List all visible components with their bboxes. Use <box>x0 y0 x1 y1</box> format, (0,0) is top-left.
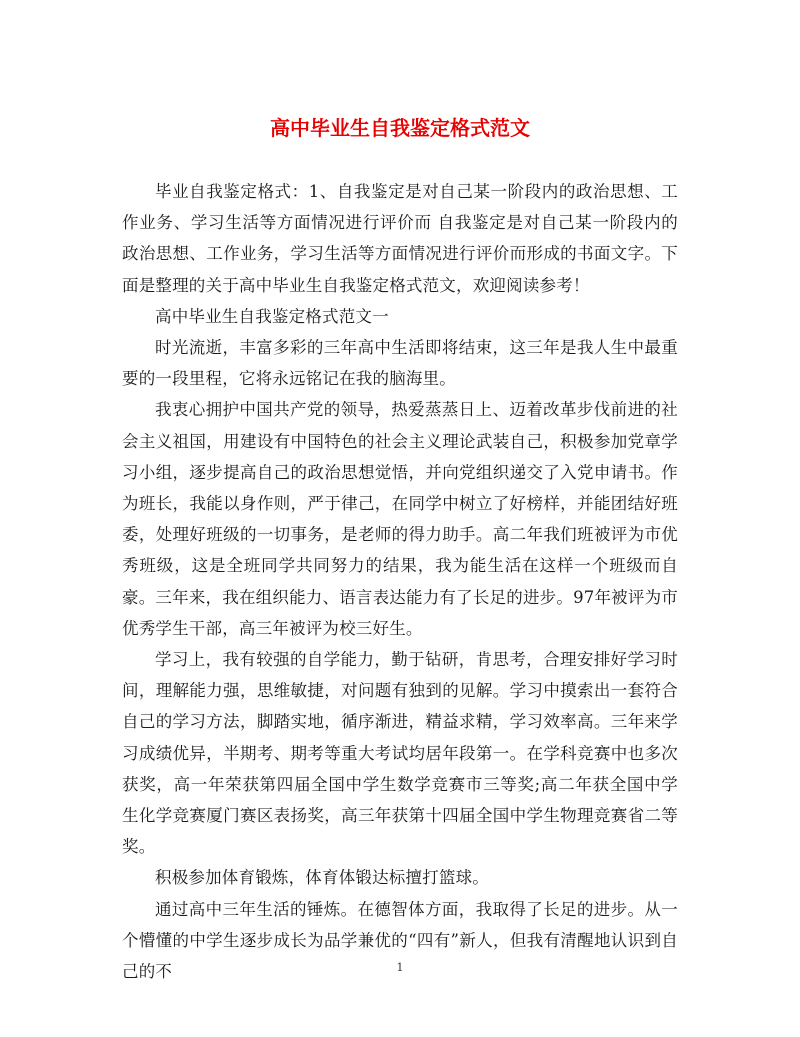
document-title: 高中毕业生自我鉴定格式范文 <box>270 116 530 140</box>
page-number: 1 <box>396 961 404 974</box>
paragraph-sports: 积极参加体育锻炼，体育体锻达标擅打篮球。 <box>155 868 489 888</box>
document-body <box>122 176 678 987</box>
paragraph-summary: 通过高中三年生活的锤炼。在德智体方面，我取得了长足的进步。从一个懵懂的中学生逐步成长为品学兼优的“四有”新人，但我有清醒地认识到自己的不 <box>122 899 678 982</box>
paragraph-opening: 时光流逝，丰富多彩的三年高中生活即将结束，这三年是我人生中最重要的一段里程，它将永远铭记在我的脑海里。 <box>122 338 678 389</box>
paragraph-political: 我衷心拥护中国共产党的领导，热爱蒸蒸日上、迈着改革步伐前进的社会主义祖国，用建设有中国特色的社会主义理论武装自己，积极参加党章学习小组，逐步提高自己的政治思想觉悟，并向党组织递交了入党申请书。作为班长，我能以身作则，严于律己，在同学中树立了好榜样，并能团结好班委，处理好班级的一切事务，是老师的得力助手。高二年我们班被评为市优秀班级，这是全班同学共同努力的结果，我为能生活在这样一个班级而自豪。三年来，我在组织能力、语言表达能力有了长足的进步。97年被评为市优秀学生干部，高三年被评为校三好生。 <box>122 400 678 638</box>
paragraph-section-heading: 高中毕业生自我鉴定格式范文一 <box>155 306 389 326</box>
paragraph-intro: 毕业自我鉴定格式：1、自我鉴定是对自己某一阶段内的政治思想、工作业务、学习生活等方面情况进行评价而 自我鉴定是对自己某一阶段内的政治思想、工作业务，学习生活等方面情况进行评价而形成的书面文字。下面是整理的关于高中毕业生自我鉴定格式范文，欢迎阅读参考！ <box>122 182 678 295</box>
paragraph-study: 学习上，我有较强的自学能力，勤于钻研，肯思考，合理安排好学习时间，理解能力强，思维敏捷，对问题有独到的见解。学习中摸索出一套符合自己的学习方法，脚踏实地，循序渐进，精益求精，学习效率高。三年来学习成绩优异，半期考、期考等重大考试均居年段第一。在学科竞赛中也多次获奖，高一年荣获第四届全国中学生数学竞赛市三等奖;高二年获全国中学生化学竞赛厦门赛区表扬奖，高三年获第十四届全国中学生物理竞赛省二等奖。 <box>122 650 678 857</box>
